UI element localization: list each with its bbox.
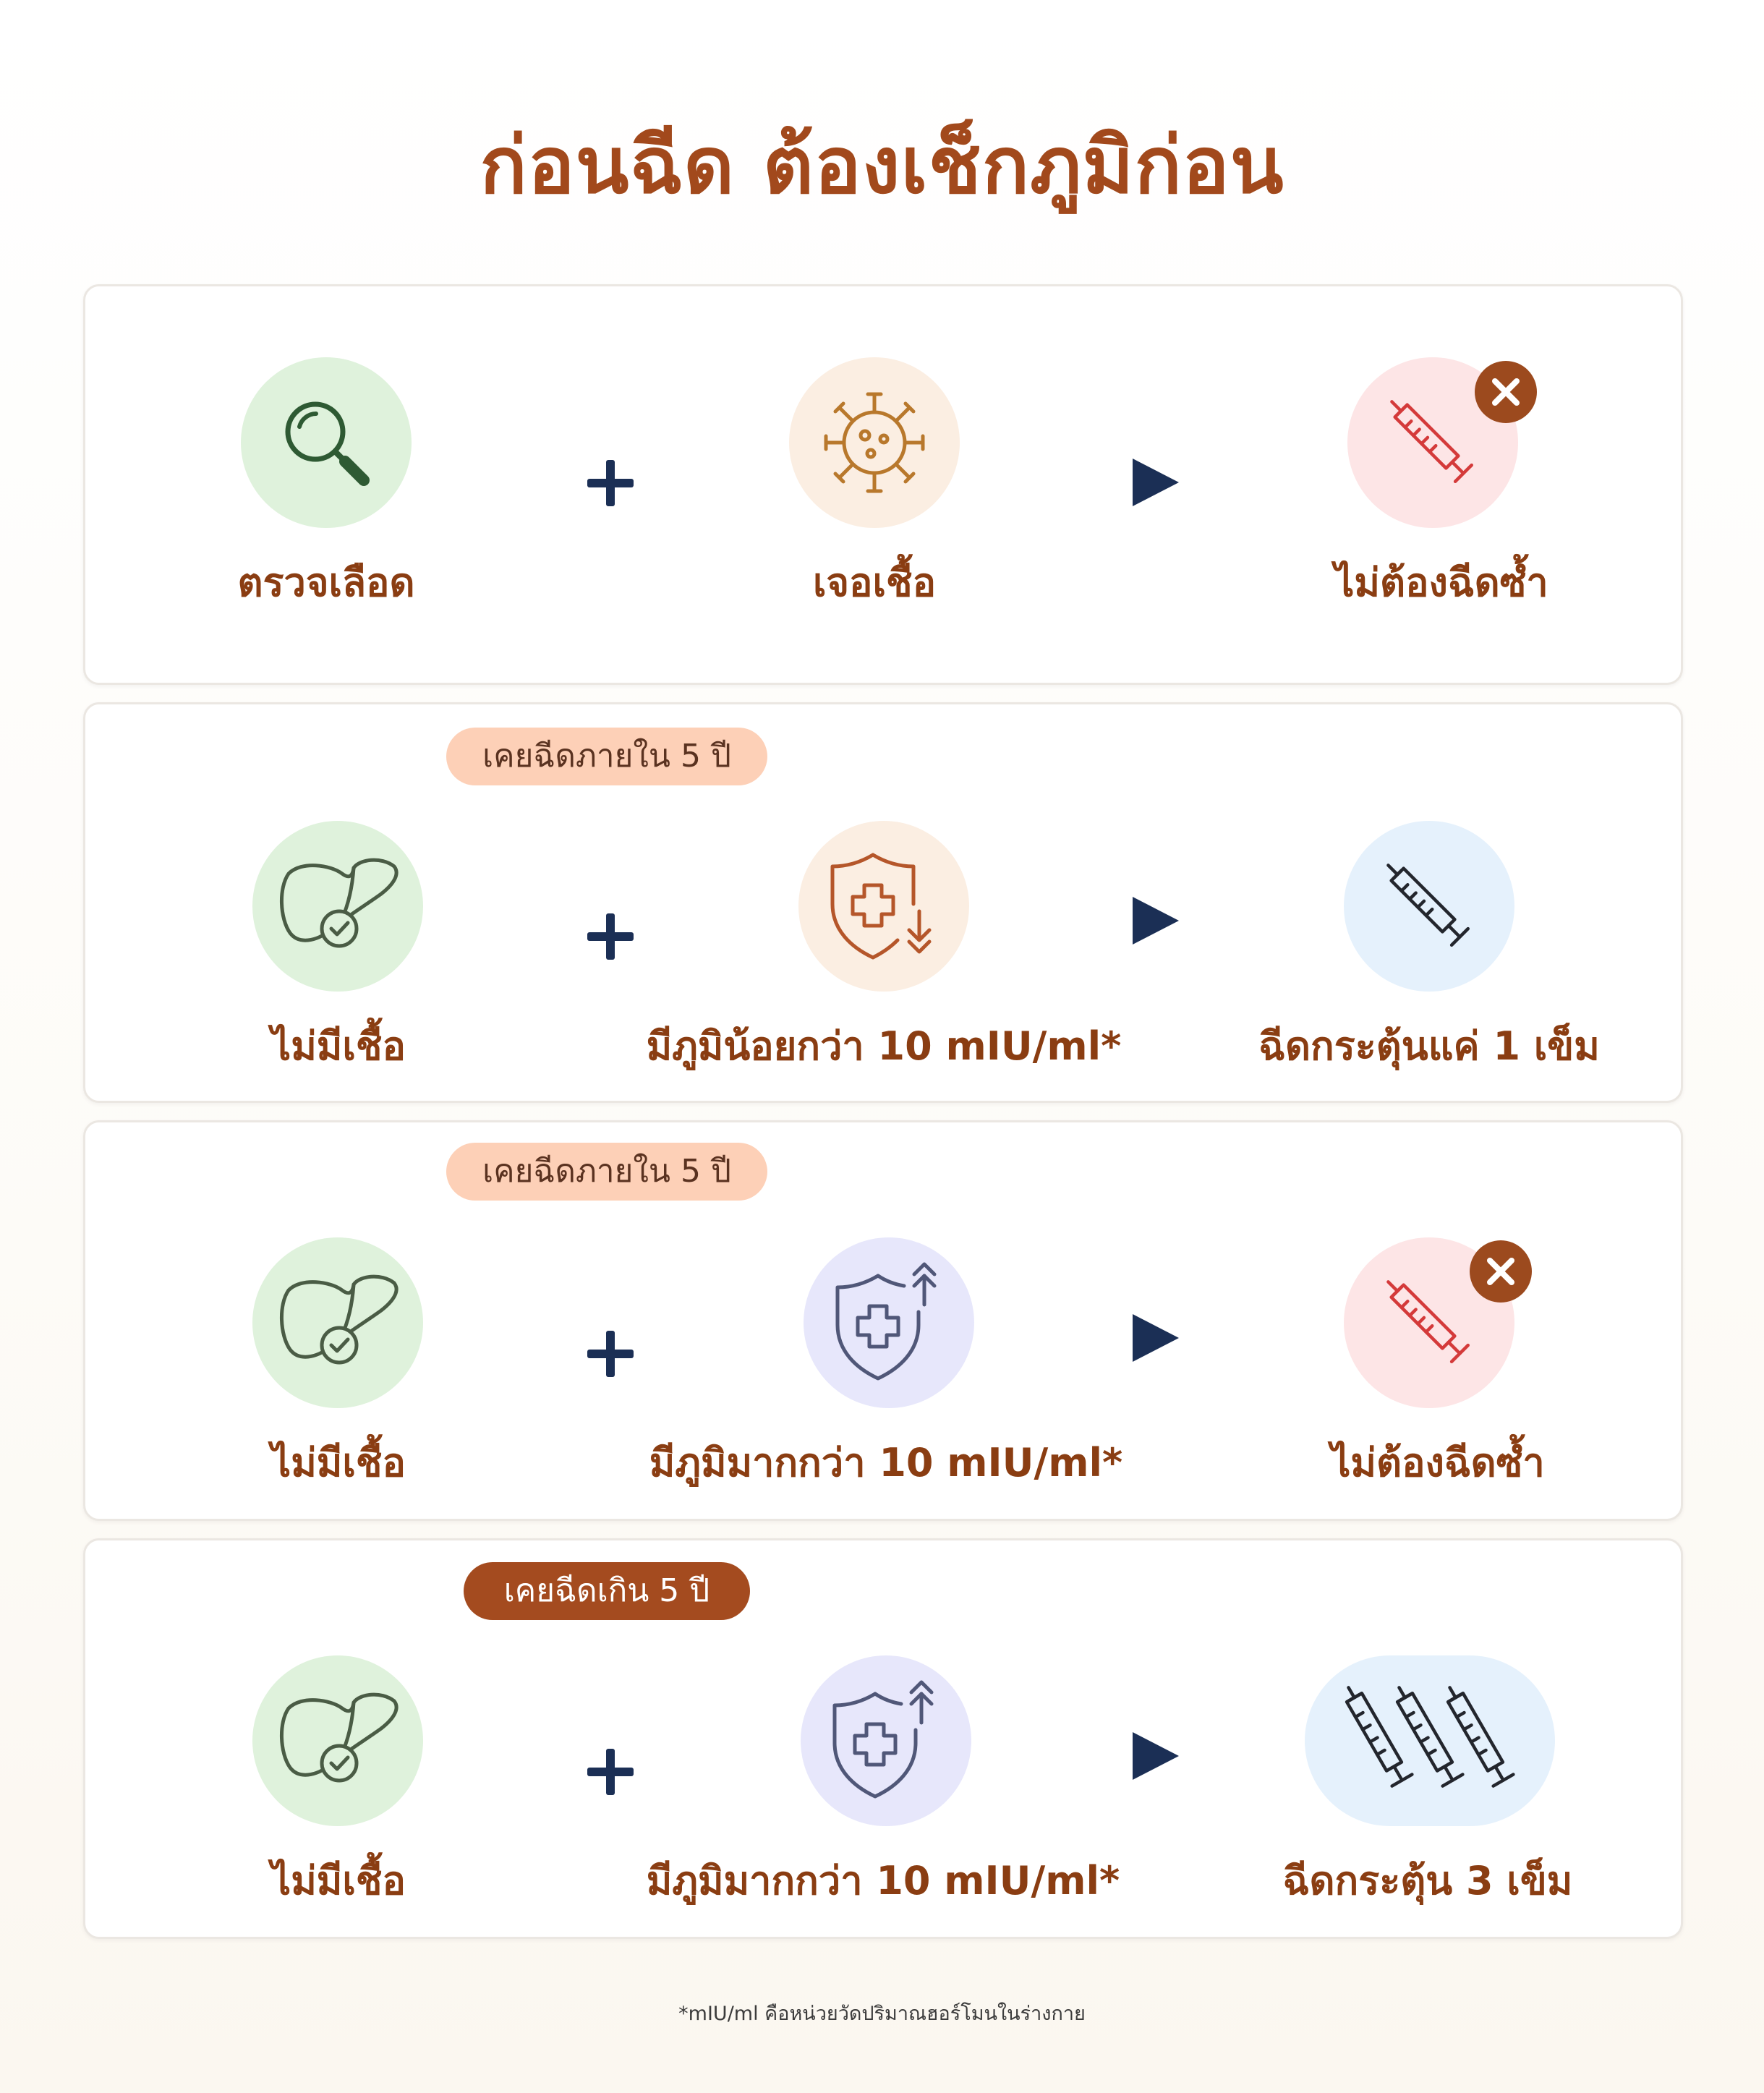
test-icon-circle xyxy=(241,357,412,528)
syringe-crossed-icon xyxy=(1371,1265,1487,1381)
liver-check-icon xyxy=(273,1687,403,1795)
result-arrow-icon xyxy=(1133,1314,1179,1362)
liver-check-icon xyxy=(273,852,403,960)
syringes-icon-circle xyxy=(1305,1655,1555,1826)
row-3-right-label: ไม่ต้องฉีดซ้ำ xyxy=(1331,1440,1545,1485)
flow-card-3 xyxy=(83,1120,1683,1521)
flow-card-2 xyxy=(83,702,1683,1103)
row-2-right-label: ฉีดกระตุ้นแค่ 1 เข็ม xyxy=(1258,1023,1600,1069)
result-arrow-icon xyxy=(1133,1732,1179,1780)
liver-icon-circle xyxy=(252,1655,423,1826)
plus-icon xyxy=(581,1743,639,1801)
row-1-right-label: ไม่ต้องฉีดซ้ำ xyxy=(1334,560,1548,605)
row-2-middle-label: มีภูมิน้อยกว่า 10 mIU/ml* xyxy=(646,1023,1122,1069)
cross-badge-icon xyxy=(1475,361,1537,423)
row-2-left-label: ไม่มีเชื้อ xyxy=(271,1023,406,1069)
shield-up-icon xyxy=(825,1679,947,1802)
shield-icon-circle xyxy=(801,1655,971,1826)
result-arrow-icon xyxy=(1133,897,1179,945)
magnifier-icon xyxy=(276,392,377,493)
cross-badge-icon xyxy=(1470,1240,1532,1303)
syringe-crossed-icon xyxy=(1375,385,1491,500)
page-title: ก่อนฉีด ต้องเช็กภูมิก่อน xyxy=(480,121,1284,211)
shield-icon-circle xyxy=(798,821,969,992)
shield-icon-circle xyxy=(804,1237,974,1408)
flow-card-4 xyxy=(83,1538,1683,1939)
syringe-icon-circle xyxy=(1344,821,1514,992)
result-arrow-icon xyxy=(1133,459,1179,506)
virus-icon-circle xyxy=(789,357,960,528)
condition-tag: เคยฉีดภายใน 5 ปี xyxy=(446,1143,767,1201)
syringe-icon xyxy=(1371,848,1487,964)
row-3-left-label: ไม่มีเชื้อ xyxy=(271,1440,406,1485)
footnote: *mIU/ml คือหน่วยวัดปริมาณฮอร์โมนในร่างกาย xyxy=(678,2003,1086,2025)
plus-icon xyxy=(581,908,639,965)
shield-down-icon xyxy=(822,845,945,968)
plus-icon xyxy=(581,1325,639,1383)
liver-check-icon xyxy=(273,1269,403,1377)
flow-card-1 xyxy=(83,284,1683,685)
plus-icon xyxy=(581,454,639,512)
row-1-middle-label: เจอเชื้อ xyxy=(812,560,937,605)
shield-up-icon xyxy=(827,1261,950,1384)
three-syringes-icon xyxy=(1329,1679,1531,1802)
liver-icon-circle xyxy=(252,821,423,992)
row-4-right-label: ฉีดกระตุ้น 3 เข็ม xyxy=(1282,1858,1573,1904)
liver-icon-circle xyxy=(252,1237,423,1408)
row-3-middle-label: มีภูมิมากกว่า 10 mIU/ml* xyxy=(649,1440,1123,1485)
virus-icon xyxy=(813,381,936,504)
row-1-left-label: ตรวจเลือด xyxy=(237,560,415,605)
condition-tag: เคยฉีดเกิน 5 ปี xyxy=(464,1562,750,1620)
row-4-middle-label: มีภูมิมากกว่า 10 mIU/ml* xyxy=(646,1858,1120,1904)
row-4-left-label: ไม่มีเชื้อ xyxy=(271,1858,406,1904)
condition-tag: เคยฉีดภายใน 5 ปี xyxy=(446,728,767,785)
